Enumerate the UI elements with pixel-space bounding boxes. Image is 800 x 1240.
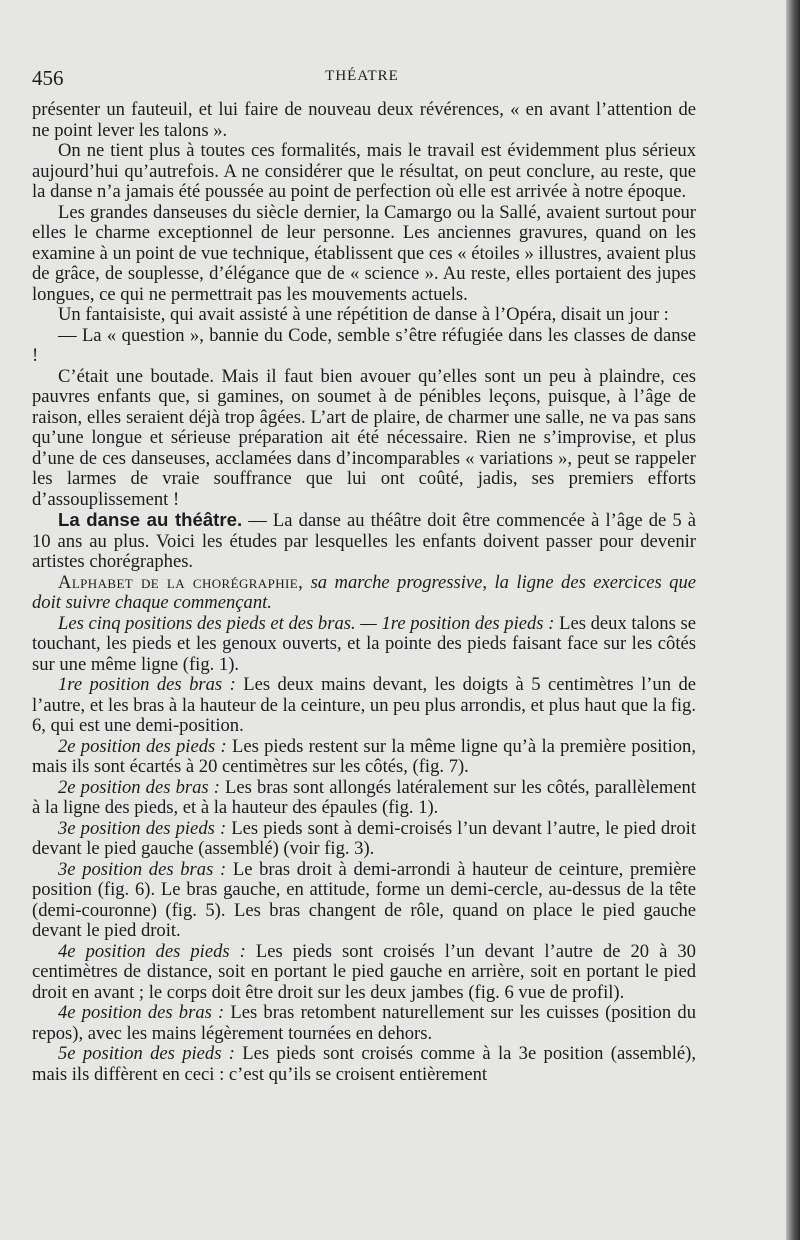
position-paragraph	[32, 737, 696, 778]
position-paragraph	[32, 942, 696, 1004]
position-paragraph	[32, 1044, 696, 1085]
position-label: 4e position des pieds :	[58, 940, 246, 962]
position-paragraph	[32, 778, 696, 819]
position-paragraph	[32, 819, 696, 860]
position-label: 5e position des pieds :	[58, 1043, 235, 1064]
position-text: Les deux mains devant, les doigts à 5 centimètres l’un de l’autre, et les bras à la hauteur de la ceinture, un peu plus arrondis, et plus haut que la fig. 6, qui est une demi-position.	[32, 674, 697, 736]
position-paragraph	[32, 860, 696, 942]
section-text: — La danse au théâtre doit être commencée à l’âge de 5 à 10 ans au plus. Voici les études par lesquelles les enfants doivent passer pour devenir artistes chorégraphes.	[32, 510, 696, 572]
position-text: Les deux talons se touchant, les pieds et les genoux ouverts, et la pointe des pieds faisant face sur les côtés sur une même ligne (fig. 1).	[32, 612, 696, 675]
position-text: Les bras sont allongés latéralement sur les côtés, parallèlement à la ligne des pieds, et à la hauteur des épaules (fig. 1).	[32, 776, 696, 818]
paragraph: On ne tient plus à toutes ces formalités, mais le travail est évidemment plus sérieux aujourd’hui qu’autrefois. A ne considérer que le résultat, on peut conclure, au reste, que la danse n’a jamais été poussée au point de perfection où elle est arrivée à notre époque.	[32, 140, 696, 202]
position-label: 2e position des pieds :	[58, 735, 227, 757]
section-heading: La danse au théâtre.	[58, 509, 243, 530]
alphabet-paragraph	[32, 573, 696, 614]
page-number: 456	[32, 66, 64, 90]
paragraph: Un fantaisiste, qui avait assisté à une répétition de danse à l’Opéra, disait un jour :	[58, 304, 669, 325]
position-paragraph	[32, 1003, 696, 1044]
position-text: Les pieds restent sur la même ligne qu’à la première position, mais ils sont écartés à 20 centimètres sur les côtés, (fig. 7).	[32, 735, 697, 777]
position-text: Les pieds sont croisés l’un devant l’autre de 20 à 30 centimètres de distance, soit en portant le pied gauche en arrière, soit en portant le pied droit en avant ; le corps doit être droit sur les deux jambes (fig. 6 vue de profil).	[32, 940, 696, 1003]
position-label: 1re position des bras :	[58, 674, 236, 695]
page-body	[32, 100, 696, 1085]
position-label: Les cinq positions des pieds et des bras. — 1re position des pieds :	[58, 612, 555, 634]
alphabet-subtitle: sa marche progressive, la ligne des exercices que doit suivre chaque commençant.	[32, 571, 696, 613]
paragraph: présenter un fauteuil, et lui faire de nouveau deux révérences, « en avant l’attention de ne point lever les talons ».	[32, 99, 696, 141]
position-text: Les pieds sont croisés comme à la 3e position (assemblé), mais ils diffèrent en ceci : c’est qu’ils se croisent entièrement	[32, 1043, 696, 1085]
position-text: Le bras droit à demi-arrondi à hauteur de ceinture, première position (fig. 6). Le bras gauche, en attitude, forme un demi-cercle, au-dessus de la tête (demi-couronne) (fig. 5). Les bras changent de rôle, quand on place le pied gauche devant le pied droit.	[32, 858, 697, 941]
position-label: 3e position des bras :	[58, 858, 227, 880]
position-label: 4e position des bras :	[58, 1002, 225, 1023]
position-paragraph	[32, 614, 696, 676]
position-text: Les pieds sont à demi-croisés l’un devant l’autre, le pied droit devant le pied gauche (assemblé) (voir fig. 3).	[32, 817, 696, 859]
paragraph-quote: — La « question », bannie du Code, semble s’être réfugiée dans les classes de danse !	[32, 324, 696, 366]
paragraph: C’était une boutade. Mais il faut bien avouer qu’elles sont un peu à plaindre, ces pauvres enfants que, si gamines, on soumet à de pénibles leçons, puisque, à l’âge de raison, elles seraient déjà trop âgées. L’art de plaire, de charmer une salle, ne va pas sans qu’une longue et sérieuse préparation ait été nécessaire. Rien ne s’improvise, et plus d’une de ces danseuses, acclamées dans d’incomparables « variations », peut se rappeler les larmes de vraie souffrance que lui ont coûté, jadis, ses premiers efforts d’assouplissement !	[32, 365, 696, 510]
page-header	[32, 66, 692, 92]
alphabet-title: Alphabet de la chorégraphie,	[58, 571, 304, 593]
position-paragraph	[32, 675, 696, 737]
position-text: Les bras retombent naturellement sur les cuisses (position du repos), avec les mains légèrement tournées en dehors.	[32, 1002, 696, 1044]
position-label: 2e position des bras :	[58, 776, 220, 798]
position-label: 3e position des pieds :	[58, 817, 227, 839]
running-head: THÉATRE	[325, 68, 399, 84]
section-paragraph	[32, 510, 696, 573]
page-edge-shadow	[786, 0, 800, 1240]
paragraph: Les grandes danseuses du siècle dernier, la Camargo ou la Sallé, avaient surtout pour elles le charme exceptionnel de leur personne. Les anciennes gravures, quand on les examine à un point de vue technique, établissent que ces « étoiles » illustres, avaient plus de grâce, de souplesse, d’élégance que de « science ». Au reste, elles portaient des jupes longues, ce qui ne permettrait pas les mouvements actuels.	[32, 201, 696, 305]
